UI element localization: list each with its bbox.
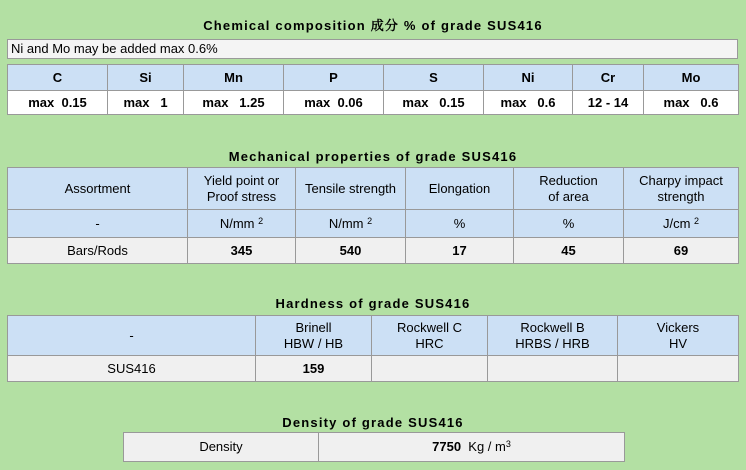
element-si: Si: [108, 65, 184, 91]
hardness-row-vickers: [618, 356, 739, 382]
value-p: max 0.06: [284, 91, 384, 115]
hardness-title: Hardness of grade SUS416: [275, 296, 471, 311]
element-mn: Mn: [184, 65, 284, 91]
row-assortment: Bars/Rods: [8, 238, 188, 264]
element-c: C: [8, 65, 108, 91]
value-mn: max 1.25: [184, 91, 284, 115]
row-charpy: 69: [624, 238, 739, 264]
mechanical-title: Mechanical properties of grade SUS416: [228, 149, 518, 164]
hardness-table: [7, 315, 739, 382]
header-yield: Yield point or Proof stress: [188, 168, 296, 210]
element-s: S: [384, 65, 484, 91]
chemical-title: Chemical composition 成分 % of grade SUS416: [203, 18, 543, 33]
hardness-header-brinell: Brinell HBW / HB: [256, 316, 372, 356]
row-reduction: 45: [514, 238, 624, 264]
unit-reduction: %: [514, 210, 624, 238]
value-cr: 12 - 14: [573, 91, 644, 115]
unit-tensile: N/mm $^2$: [296, 210, 406, 238]
hardness-row-rockwell-b: [488, 356, 618, 382]
value-ni: max 0.6: [484, 91, 573, 115]
header-tensile: Tensile strength: [296, 168, 406, 210]
header-assortment: Assortment: [8, 168, 188, 210]
density-title: Density of grade SUS416: [282, 415, 464, 430]
density-value: 7750 Kg / $m^3$: [319, 433, 625, 462]
row-tensile: 540: [296, 238, 406, 264]
hardness-row-brinell: 159: [256, 356, 372, 382]
unit-charpy: J/cm $^2$: [624, 210, 739, 238]
unit-assortment: -: [8, 210, 188, 238]
unit-yield: N/mm $^2$: [188, 210, 296, 238]
value-s: max 0.15: [384, 91, 484, 115]
hardness-row-rockwell-c: [372, 356, 488, 382]
hardness-header-rockwell-b: Rockwell B HRBS / HRB: [488, 316, 618, 356]
hardness-header-blank: -: [8, 316, 256, 356]
header-reduction: Reduction of area: [514, 168, 624, 210]
header-charpy: Charpy impact strength: [624, 168, 739, 210]
row-elongation: 17: [406, 238, 514, 264]
value-mo: max 0.6: [644, 91, 739, 115]
element-ni: Ni: [484, 65, 573, 91]
hardness-header-rockwell-c: Rockwell C HRC: [372, 316, 488, 356]
hardness-row-grade: SUS416: [8, 356, 256, 382]
density-table: [123, 432, 625, 462]
density-label: Density: [124, 433, 319, 462]
hardness-header-vickers: Vickers HV: [618, 316, 739, 356]
chemical-note: Ni and Mo may be added max 0.6%: [7, 39, 738, 59]
mechanical-table: [7, 167, 739, 264]
header-elongation: Elongation: [406, 168, 514, 210]
value-si: max 1: [108, 91, 184, 115]
unit-elongation: %: [406, 210, 514, 238]
row-yield: 345: [188, 238, 296, 264]
element-p: P: [284, 65, 384, 91]
chemical-table: [7, 64, 739, 115]
element-mo: Mo: [644, 65, 739, 91]
value-c: max 0.15: [8, 91, 108, 115]
element-cr: Cr: [573, 65, 644, 91]
